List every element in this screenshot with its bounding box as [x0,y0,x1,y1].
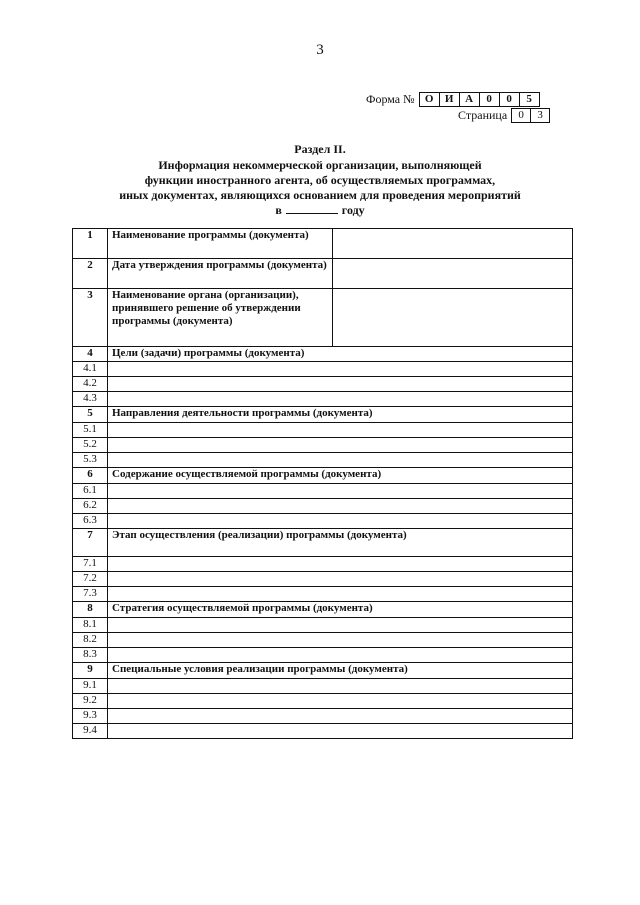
page-counter-label: Страница [458,108,508,122]
value-cell[interactable] [108,514,573,529]
value-cell[interactable] [333,289,573,347]
row-subnumber: 6.3 [73,514,108,529]
value-cell[interactable] [108,679,573,694]
row-label: Дата утверждения программы (документа) [108,259,333,289]
section-subtitle-line: Информация некоммерческой организации, выполняющей [158,158,482,172]
forma-number [366,92,540,107]
value-cell[interactable] [333,229,573,259]
table-row [73,709,573,724]
table-row [73,484,573,499]
page-counter [458,108,550,123]
page-counter-cell: 0 [512,109,531,122]
value-cell[interactable] [108,392,573,407]
row-subnumber: 6.2 [73,499,108,514]
row-number: 8 [73,602,108,618]
row-subnumber: 8.1 [73,618,108,633]
value-cell[interactable] [108,572,573,587]
value-cell[interactable] [108,618,573,633]
table-row [73,362,573,377]
section-header-row [73,602,573,618]
year-prefix: в [275,203,282,217]
table-row [73,618,573,633]
forma-code-boxes [419,92,540,107]
value-cell[interactable] [108,499,573,514]
row-label: Направления деятельности программы (документа) [108,407,573,423]
table-row [73,724,573,739]
row-number: 6 [73,468,108,484]
section-header-row [73,663,573,679]
section-header-row [73,529,573,557]
table-row [73,514,573,529]
value-cell[interactable] [108,438,573,453]
row-subnumber: 9.2 [73,694,108,709]
table-row [73,499,573,514]
table-row [73,377,573,392]
table-row [73,557,573,572]
row-number: 1 [73,229,108,259]
table-row [73,453,573,468]
value-cell[interactable] [108,423,573,438]
table-row [73,679,573,694]
row-label: Этап осуществления (реализации) программы (документа) [108,529,573,557]
value-cell[interactable] [108,633,573,648]
row-subnumber: 6.1 [73,484,108,499]
forma-code-cell: А [460,93,480,106]
forma-code-cell: 0 [480,93,500,106]
table-row [73,694,573,709]
row-subnumber: 7.3 [73,587,108,602]
section-subtitle-line: иных документах, являющихся основанием для проведения мероприятий [119,188,521,202]
table-row [73,423,573,438]
row-label: Цели (задачи) программы (документа) [108,347,573,362]
table-row [73,648,573,663]
forma-code-cell: 5 [526,93,532,105]
row-number: 9 [73,663,108,679]
table-row [73,572,573,587]
page-counter-cell: 3 [537,109,543,121]
programs-table [72,228,573,739]
row-subnumber: 7.1 [73,557,108,572]
row-number: 2 [73,259,108,289]
row-label: Наименование программы (документа) [108,229,333,259]
row-subnumber: 9.1 [73,679,108,694]
row-subnumber: 8.3 [73,648,108,663]
section-header-row [73,407,573,423]
year-blank-field[interactable] [286,203,338,214]
row-label: Наименование органа (организации), принявшего решение об утверждении программы (документа) [108,289,333,347]
table-row [73,259,573,289]
row-subnumber: 8.2 [73,633,108,648]
forma-code-cell: О [420,93,440,106]
row-number: 7 [73,529,108,557]
row-number: 5 [73,407,108,423]
row-label: Стратегия осуществляемой программы (документа) [108,602,573,618]
section-header-row [73,468,573,484]
table-row [73,438,573,453]
value-cell[interactable] [333,259,573,289]
table-row [73,392,573,407]
row-label: Специальные условия реализации программы (документа) [108,663,573,679]
forma-code-cell: 0 [500,93,520,106]
year-suffix: году [341,203,365,217]
value-cell[interactable] [108,587,573,602]
table-row [73,633,573,648]
value-cell[interactable] [108,648,573,663]
section-title: Раздел II. [294,142,346,156]
section-header-row [73,347,573,362]
value-cell[interactable] [108,694,573,709]
row-subnumber: 4.3 [73,392,108,407]
row-number: 3 [73,289,108,347]
row-subnumber: 7.2 [73,572,108,587]
row-subnumber: 9.4 [73,724,108,739]
table-row [73,229,573,259]
page-number: 3 [316,42,324,58]
year-line [0,203,640,218]
value-cell[interactable] [108,709,573,724]
forma-code-cell: И [440,93,460,106]
row-label: Содержание осуществляемой программы (документа) [108,468,573,484]
row-subnumber: 5.2 [73,438,108,453]
row-subnumber: 9.3 [73,709,108,724]
value-cell[interactable] [108,377,573,392]
table-row [73,587,573,602]
row-subnumber: 5.3 [73,453,108,468]
forma-label: Форма № [366,92,415,106]
value-cell[interactable] [108,453,573,468]
value-cell[interactable] [108,724,573,739]
value-cell[interactable] [108,362,573,377]
row-number: 4 [73,347,108,362]
value-cell[interactable] [108,484,573,499]
page-counter-boxes [511,108,550,123]
table-row [73,289,573,347]
section-subtitle-line: функции иностранного агента, об осуществляемых программах, [144,173,496,187]
value-cell[interactable] [108,557,573,572]
row-subnumber: 4.2 [73,377,108,392]
row-subnumber: 4.1 [73,362,108,377]
row-subnumber: 5.1 [73,423,108,438]
